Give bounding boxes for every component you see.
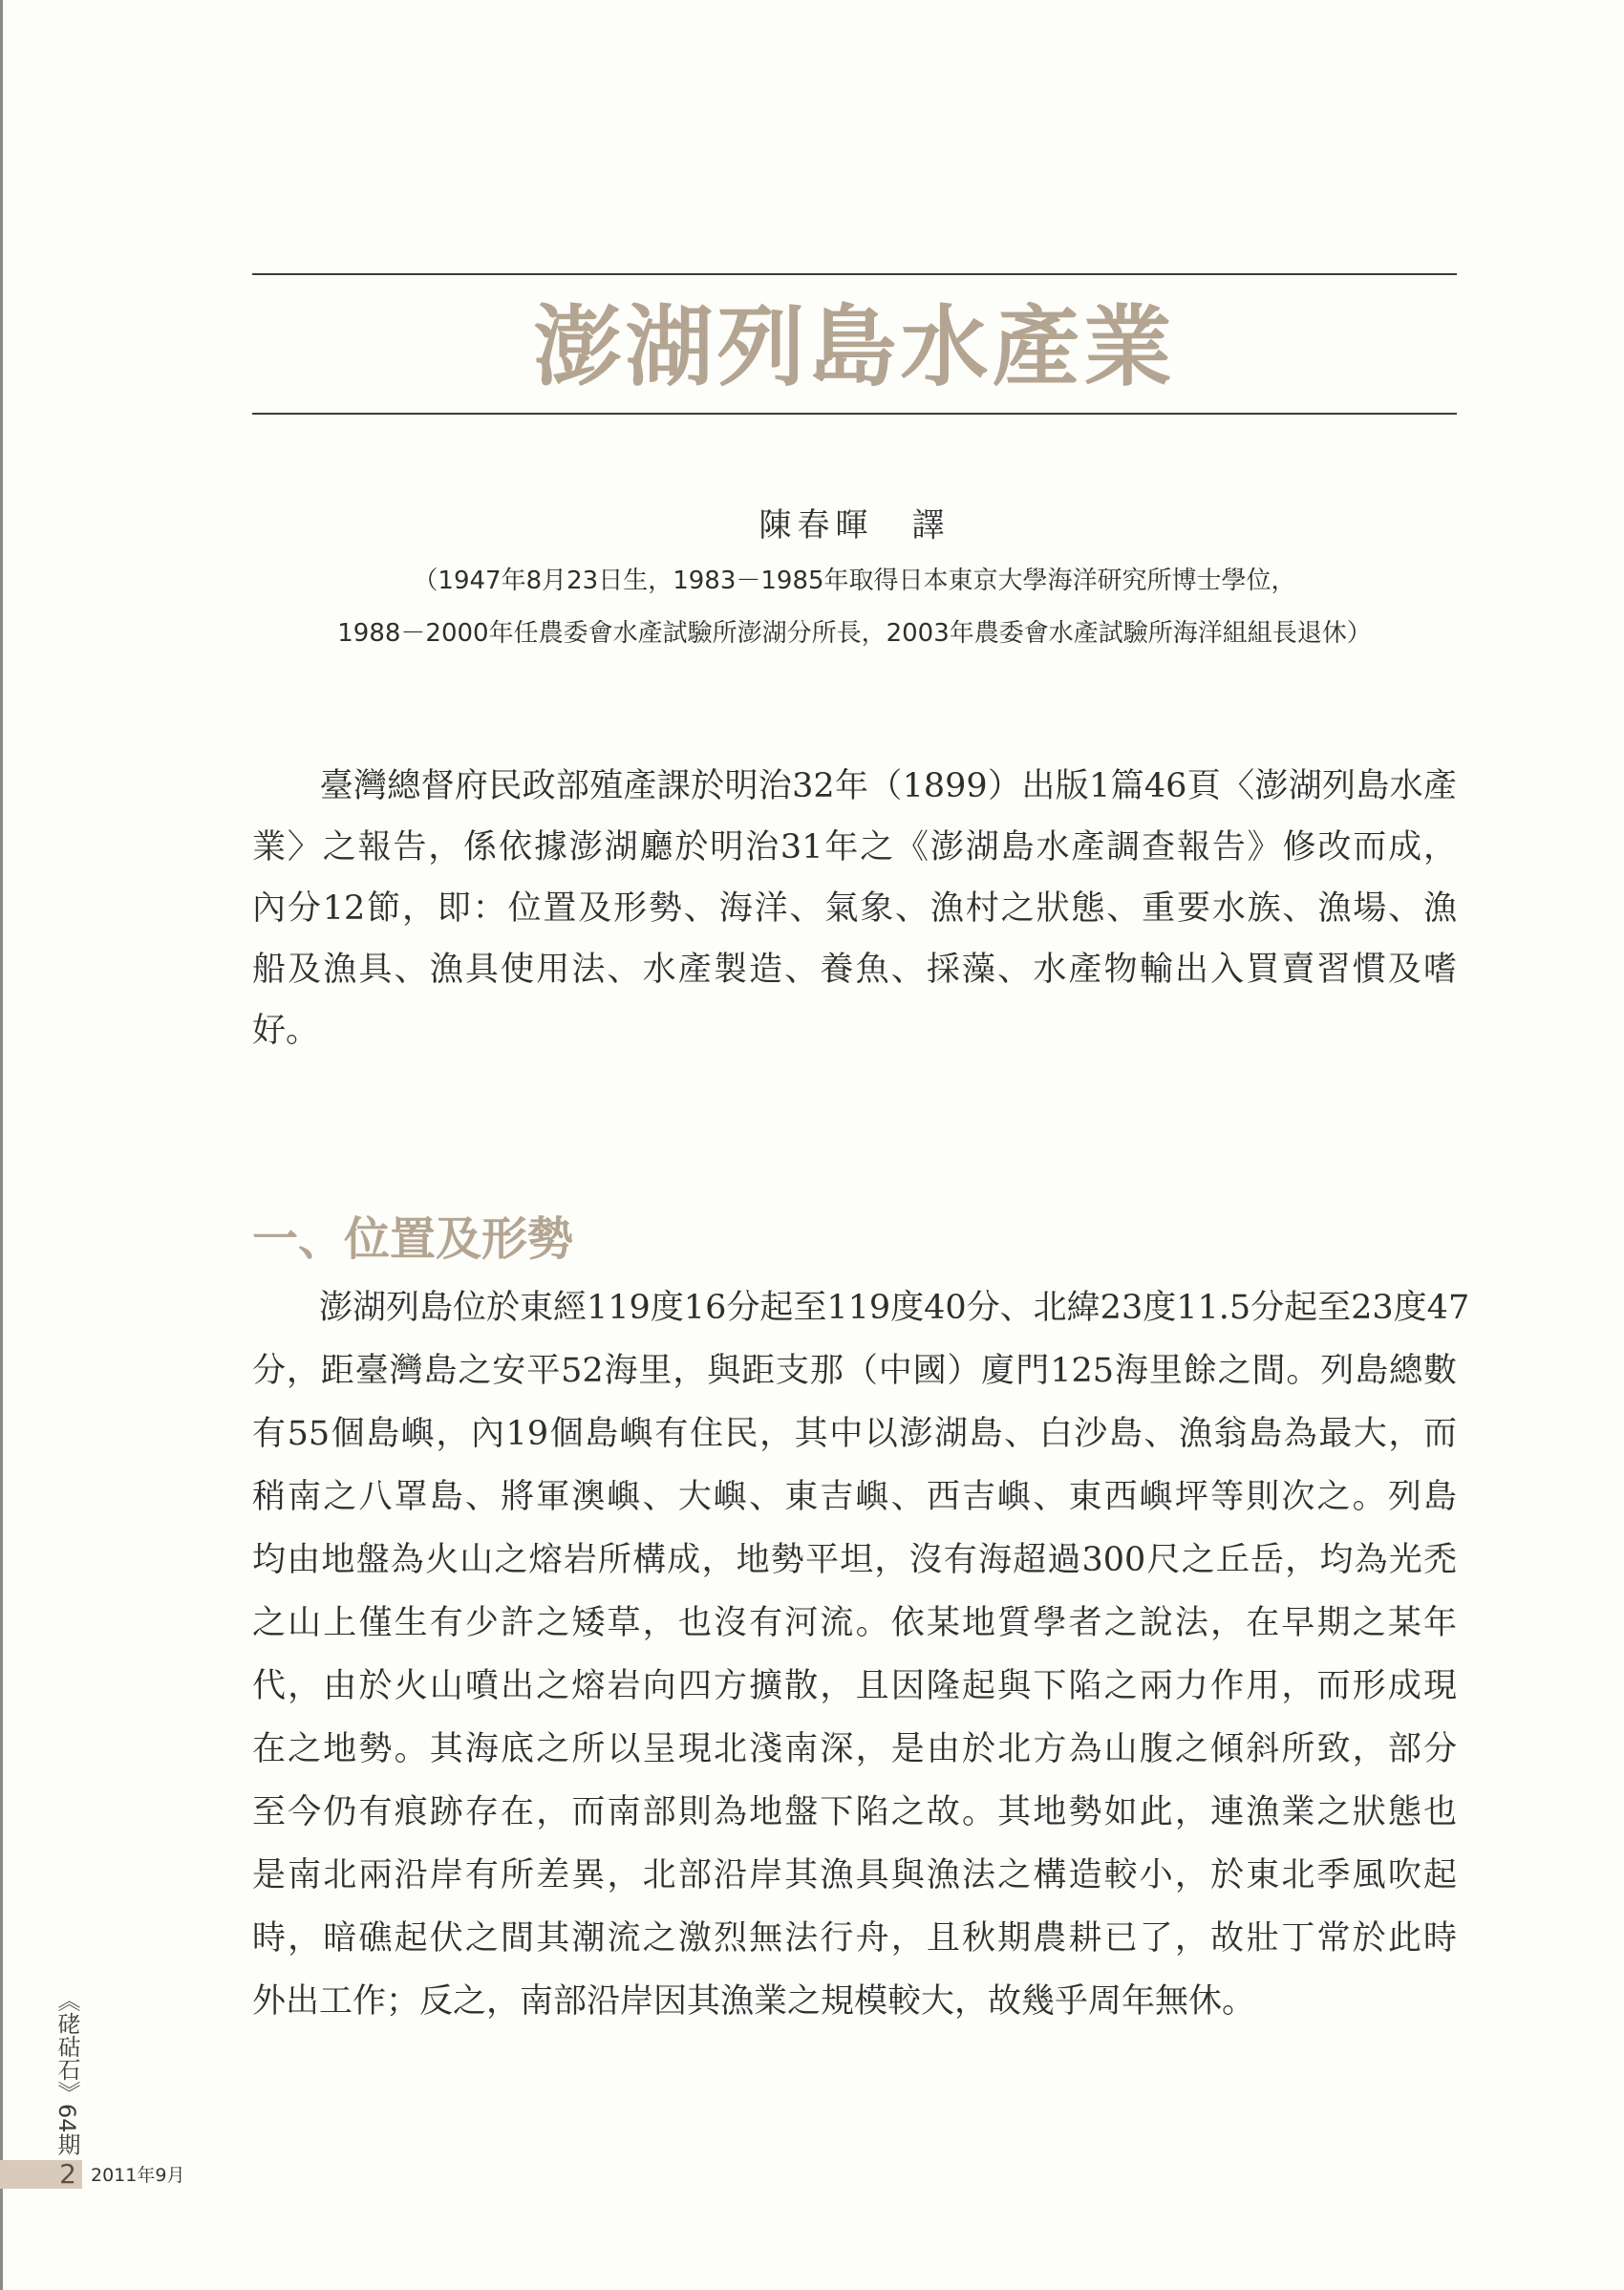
page-edge [0,0,3,2290]
text-line: 澎湖列島位於東經119度16分起至119度40分、北緯23度11.5分起至23度47 [252,1289,1470,1327]
page-number: 2 [0,2160,82,2189]
text-line: 業〉之報告，係依據澎湖廳於明治31年之《澎湖島水產調查報告》修改而成， [252,828,1457,867]
text-line: 好。 [252,1012,320,1050]
text-line: 臺灣總督府民政部殖產課於明治32年（1899）出版1篇46頁〈澎湖列島水產 [252,767,1457,805]
section1-paragraph [252,1276,1470,2033]
text-line: 在之地勢。其海底之所以呈現北淺南深，是由於北方為山腹之傾斜所致，部分 [252,1730,1457,1768]
text-line: 稍南之八罩島、將軍澳嶼、大嶼、東吉嶼、西吉嶼、東西嶼坪等則次之。列島 [252,1478,1457,1516]
article-title: 澎湖列島水產業 [533,295,1176,398]
text-line: 分，距臺灣島之安平52海里，與距支那（中國）廈門125海里餘之間。列島總數 [252,1352,1457,1390]
text-line: 有55個島嶼，內19個島嶼有住民，其中以澎湖島、白沙島、漁翁島為最大，而 [252,1415,1457,1453]
text-line: 船及漁具、漁具使用法、水產製造、養魚、採藻、水產物輸出入買賣習慣及嗜 [252,951,1457,989]
text-line: 之山上僅生有少許之矮草，也沒有河流。依某地質學者之說法，在早期之某年 [252,1604,1457,1642]
text-line: 均由地盤為火山之熔岩所構成，地勢平坦，沒有海超過300尺之丘岳，均為光禿 [252,1541,1457,1579]
title-bottom-rule [252,413,1457,415]
journal-issue-label: 《硓𥑮石》64期 [53,1989,80,2156]
title-top-rule [252,273,1457,275]
section-heading: 一、位置及形勢 [252,1212,574,1266]
text-line: 時，暗礁起伏之間其潮流之激烈無法行舟，且秋期農耕已了，故壯丁常於此時 [252,1919,1457,1958]
author-bio-line-1: （1947年8月23日生，1983－1985年取得日本東京大學海洋研究所博士學位， [413,567,1296,595]
text-line: 是南北兩沿岸有所差異，北部沿岸其漁具與漁法之構造較小，於東北季風吹起 [252,1856,1457,1894]
text-line: 代，由於火山噴出之熔岩向四方擴散，且因隆起與下陷之兩力作用，而形成現 [252,1667,1457,1705]
author-bio-line-2: 1988－2000年任農委會水產試驗所澎湖分所長，2003年農委會水產試驗所海洋組組長退休） [337,619,1372,648]
intro-paragraph [252,756,1457,1061]
text-line: 內分12節，即：位置及形勢、海洋、氣象、漁村之狀態、重要水族、漁場、漁 [252,889,1457,928]
issue-date: 2011年9月 [91,2165,185,2186]
author-line: 陳春暉 譯 [759,506,951,545]
text-line: 外出工作；反之，南部沿岸因其漁業之規模較大，故幾乎周年無休。 [252,1982,1256,2021]
text-line: 至今仍有痕跡存在，而南部則為地盤下陷之故。其地勢如此，連漁業之狀態也 [252,1793,1457,1831]
